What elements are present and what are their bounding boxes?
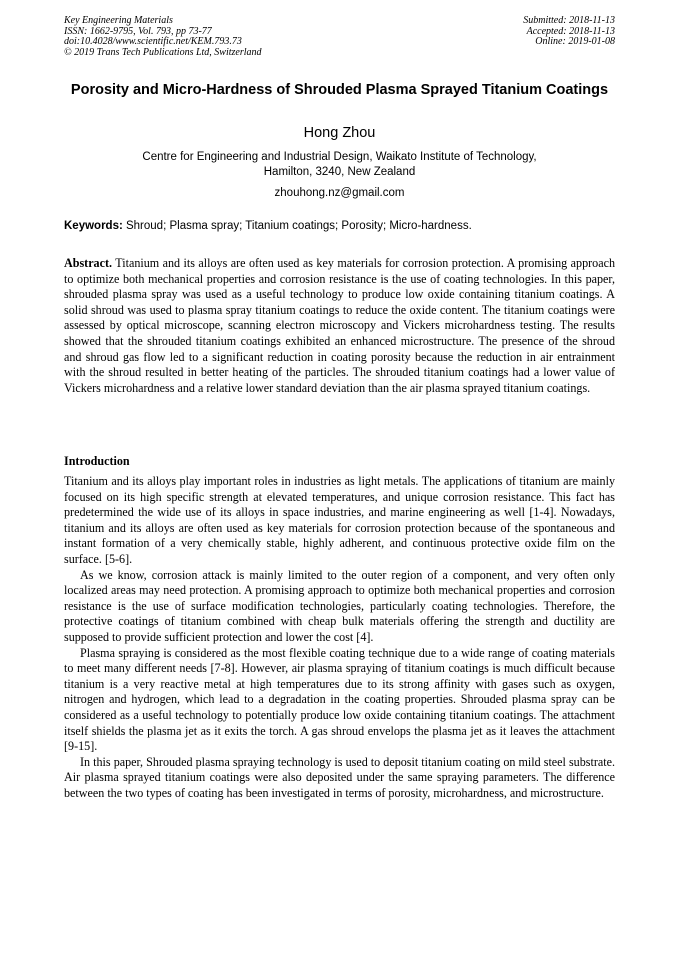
journal-info: [64, 16, 262, 58]
author-name: Hong Zhou: [303, 125, 376, 141]
keywords-text: Shroud; Plasma spray; Titanium coatings; Porosity; Micro-hardness.: [122, 220, 472, 232]
intro-paragraph-1: Titanium and its alloys play important roles in industries as light metals. The applications of titanium are mainly focused on its high specific strength at elevated temperatures, and unique corrosion resistance. This fact has predetermined the wide use of its alloys in space industries, and marine engineering as well [1-4]. Nowadays, titanium and its alloys are often used as key materials for corrosion protection because of the spontaneous and instant formation of a very chemically stable, highly adherent, and continuous protective oxide film on the surface. [5-6].: [64, 474, 615, 566]
abstract-text: Titanium and its alloys are often used as key materials for corrosion protection. A promising approach to optimize both mechanical properties and corrosion resistance is the use of coating technologies. In this paper, shrouded plasma spray was used as a useful technology to produce low oxide containing titanium coatings. A solid shroud was used to plasma spray titanium coatings to reduce the oxide content. The titanium coatings were assessed by optical microscope, scanning electron microscopy and Vickers microhardness testing. The results showed that the shrouded titanium coatings exhibited an enhanced microstructure. The presence of the shroud and shroud gas flow led to a significant reduction in coating porosity because the reduction in air entrainment with the shroud resulted in better heating of the particles. The shrouded titanium coatings had a lower value of Vickers microhardness and a relative lower standard deviation than the air plasma sprayed titanium coatings.: [64, 256, 615, 395]
doi-line: doi:10.4028/www.scientific.net/KEM.793.73: [64, 36, 242, 48]
keywords: [64, 219, 615, 233]
affiliation-line-1: Centre for Engineering and Industrial Design, Waikato Institute of Technology,: [142, 151, 537, 163]
accepted-date: Accepted: 2018-11-13: [526, 25, 615, 37]
affiliation-line-2: Hamilton, 3240, New Zealand: [263, 165, 416, 178]
introduction-heading: Introduction: [64, 454, 130, 468]
paper-title: Porosity and Micro-Hardness of Shrouded Plasma Sprayed Titanium Coatings: [70, 82, 609, 98]
abstract: [64, 256, 615, 396]
affiliation: [64, 150, 615, 179]
online-date: Online: 2019-01-08: [535, 36, 615, 48]
issn-line: ISSN: 1662-9795, Vol. 793, pp 73-77: [64, 25, 212, 37]
intro-paragraph-3: Plasma spraying is considered as the most flexible coating technique due to a wide range of coating materials to meet many different needs [7-8]. However, air plasma spraying of titanium coatings is much difficult because titanium is a very reactive metal at high temperatures due to its strong affinity with gases such as oxygen, nitrogen and hydrogen, which lead to a degradation in the coating properties. Shrouded plasma spray can be considered as a useful technology to potentially produce low oxide containing titanium coatings. The attachment itself shields the plasma jet as it exits the torch. A gas shroud envelops the plasma jet as it leaves the attachment [9-15].: [64, 645, 615, 754]
submission-dates: [523, 16, 615, 48]
intro-paragraph-4: In this paper, Shrouded plasma spraying technology is used to deposit titanium coating on mild steel substrate. Air plasma sprayed titanium coatings were also deposited under the same spraying parameters. The difference between the two types of coating has been investigated in terms of porosity, microhardness, and microstructure.: [64, 754, 615, 800]
submitted-date: Submitted: 2018-11-13: [523, 15, 615, 26]
introduction-body: [64, 474, 615, 801]
author-email: zhouhong.nz@gmail.com: [274, 187, 405, 199]
abstract-label: Abstract.: [64, 256, 113, 270]
keywords-label: Keywords:: [64, 220, 123, 232]
copyright-line: © 2019 Trans Tech Publications Ltd, Switzerland: [64, 46, 262, 58]
intro-paragraph-2: As we know, corrosion attack is mainly limited to the outer region of a component, and very often only localized areas may need protection. A promising approach to optimize both mechanical properties and corrosion resistance is the use of surface modification technologies, particularly coating technologies. Therefore, the protective coatings of titanium combined with cheap bulk materials offering the strength and ductility are supposed to provide sufficient protection and lower the cost [4].: [64, 567, 615, 644]
journal-name: Key Engineering Materials: [64, 15, 173, 26]
